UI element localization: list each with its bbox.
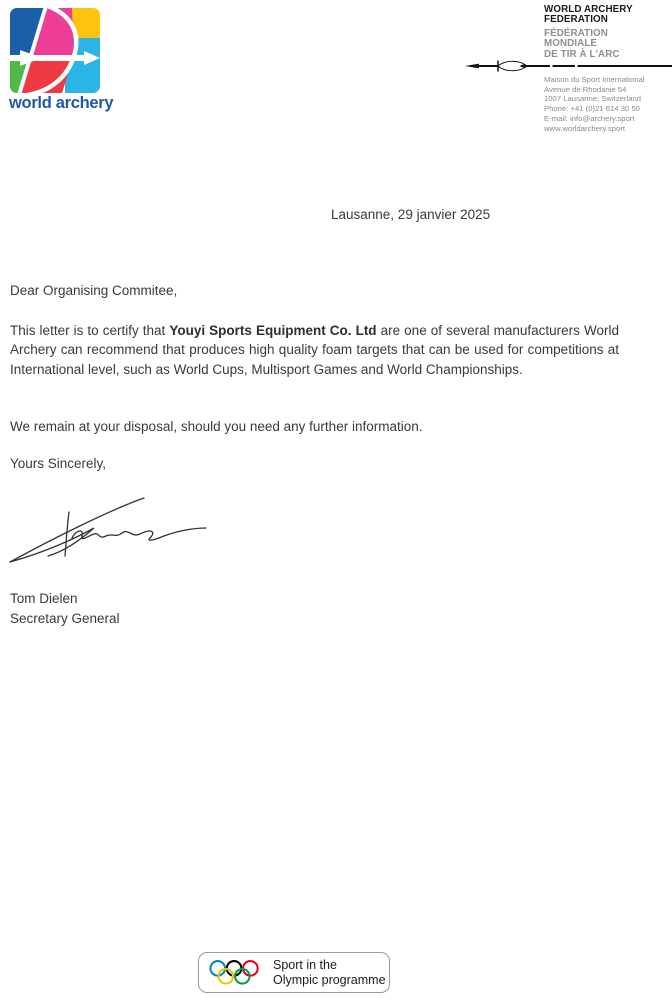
address-line: E-mail: info@archery.sport	[544, 113, 635, 123]
handwritten-signature	[6, 486, 211, 571]
signer-title: Secretary General	[10, 610, 120, 626]
closing-phrase: Yours Sincerely,	[10, 456, 107, 471]
para1-text: This letter is to certify that	[10, 323, 170, 338]
address-line: Phone: +41 (0)21 614 30 50	[544, 104, 640, 114]
org-name-line: FÉDÉRATION	[544, 28, 608, 39]
address-line: Avenue de Rhodanie 54	[544, 84, 627, 94]
org-name-line: DE TIR À L'ARC	[544, 48, 620, 60]
para1-text: are one of several manufacturers World Archery can recommend that produces high quality foam targets that can be used for competitions at International level, such as World Cups, Multisport Games and World Championships.	[10, 323, 619, 377]
address-line: www.worldarchery.sport	[544, 123, 626, 133]
signer-block	[10, 589, 120, 628]
org-name-line: WORLD ARCHERY	[544, 4, 633, 15]
signer-name: Tom Dielen	[10, 591, 78, 606]
org-name-line: FEDERATION	[544, 14, 608, 26]
dateline: Lausanne, 29 janvier 2025	[331, 207, 491, 222]
address-line: Maison du Sport International	[544, 75, 645, 84]
address-line: 1007 Lausanne, Switzerland	[544, 94, 642, 104]
salutation: Dear Organising Commitee,	[10, 283, 178, 298]
world-archery-wordmark: world archery	[9, 94, 114, 112]
body-paragraph-certification	[10, 321, 619, 379]
body-paragraph-disposal: We remain at your disposal, should you need any further information.	[10, 419, 423, 434]
olympic-programme-badge	[198, 952, 390, 993]
badge-caption-line: Olympic programme	[273, 972, 386, 987]
org-name-french	[544, 29, 620, 60]
arrow-divider-icon	[465, 59, 672, 73]
company-name: Youyi Sports Equipment Co. Ltd	[169, 323, 377, 338]
olympic-rings-icon	[208, 959, 262, 987]
world-archery-logo-icon	[10, 8, 100, 93]
badge-caption-line: Sport in the	[273, 958, 337, 973]
letterhead-address	[544, 75, 644, 133]
badge-caption	[273, 958, 386, 987]
org-name-english	[544, 5, 633, 26]
org-name-line: MONDIALE	[544, 38, 598, 50]
